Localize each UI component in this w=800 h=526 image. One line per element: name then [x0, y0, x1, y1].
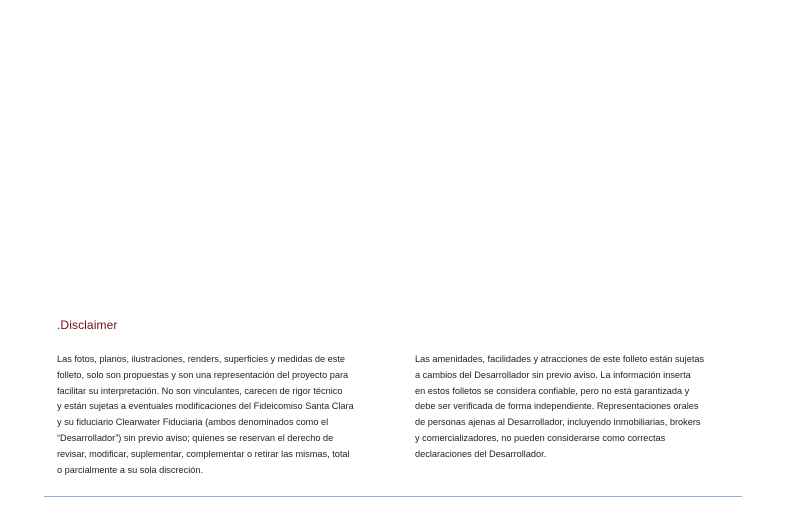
text-line: Las fotos, planos, ilustraciones, renders, superficies y medidas de este	[57, 354, 346, 364]
text-line: declaraciones del Desarrollador.	[415, 448, 547, 459]
disclaimer-title: .Disclaimer	[57, 318, 118, 332]
text-line: y comercializadores, no pueden considerarse como correctas	[415, 432, 666, 443]
disclaimer-right-column	[415, 352, 745, 463]
text-line: revisar, modificar, suplementar, complementar o retirar las mismas, total	[57, 448, 350, 459]
text-line: en estos folletos se considera confiable, pero no está garantizada y	[415, 385, 690, 396]
text-line: o parcialmente a su sola discreción.	[57, 464, 204, 475]
text-line: y están sujetas a eventuales modificaciones del Fideicomiso Santa Clara	[57, 401, 354, 412]
text-line: Las amenidades, facilidades y atracciones de este folleto están sujetas	[415, 354, 705, 364]
disclaimer-left-column	[57, 352, 387, 478]
text-line: y su fiduciario Clearwater Fiduciaria (ambos denominados como el	[57, 417, 329, 428]
text-line: de personas ajenas al Desarrollador, incluyendo inmobiliarias, brokers	[415, 417, 701, 428]
text-line: a cambios del Desarrollador sin previo aviso. La información inserta	[415, 369, 691, 380]
text-line: facilitar su interpretación. No son vinculantes, carecen de rigor técnico	[57, 385, 343, 396]
text-line: debe ser verificada de forma independiente. Representaciones orales	[415, 401, 699, 412]
footer-divider	[44, 496, 742, 497]
text-line: folleto, solo son propuestas y son una representación del proyecto para	[57, 369, 349, 380]
text-line: “Desarrollador”) sin previo aviso; quienes se reservan el derecho de	[57, 432, 334, 443]
